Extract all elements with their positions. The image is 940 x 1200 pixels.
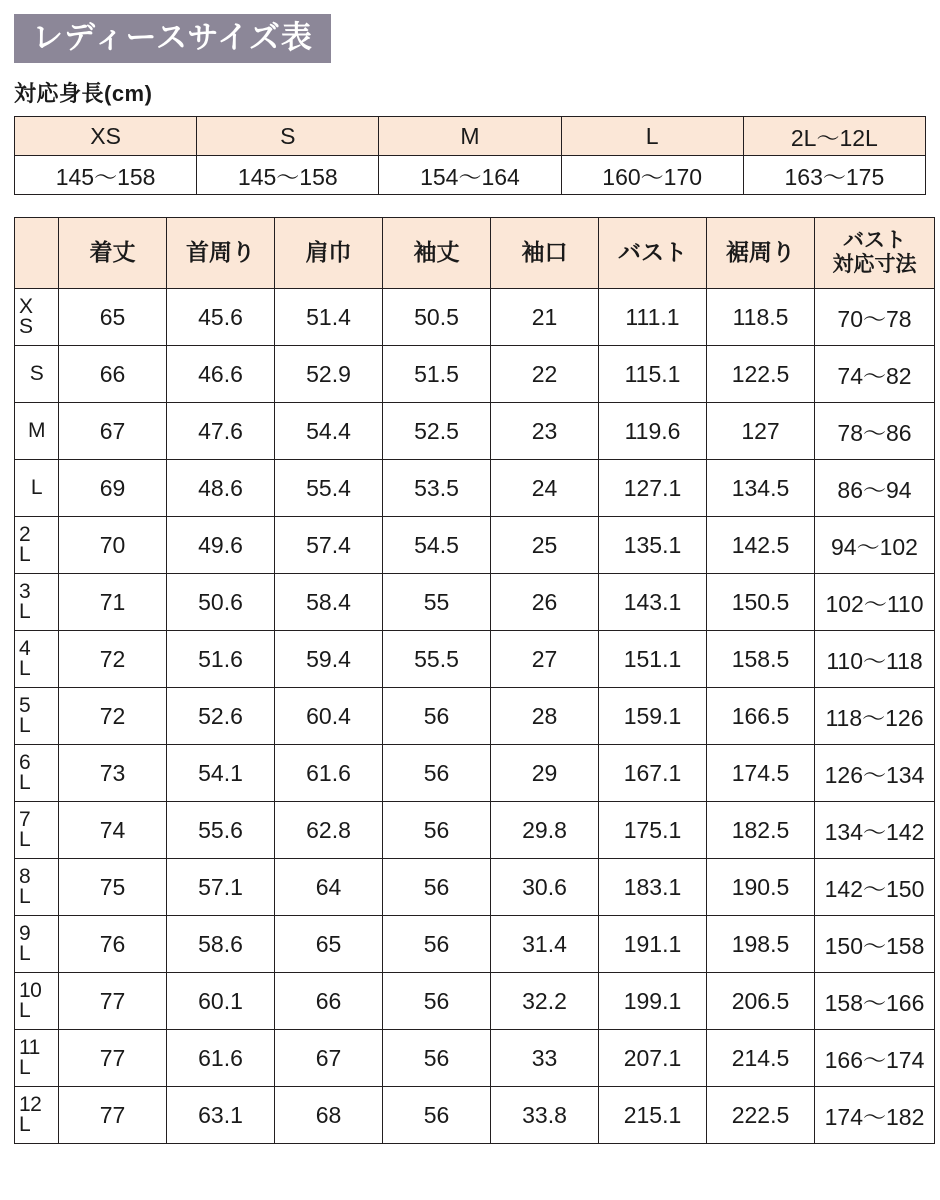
- table-row: [15, 973, 935, 1030]
- row-size-label: [15, 916, 59, 973]
- cell: 77: [59, 1030, 167, 1087]
- row-size-label-line1: 6: [19, 750, 31, 774]
- table-row: [15, 916, 935, 973]
- height-value-cell: 163～175: [743, 156, 925, 195]
- cell: 33.8: [491, 1087, 599, 1144]
- height-value-cell: 154～164: [379, 156, 561, 195]
- row-size-label: [15, 688, 59, 745]
- cell: 29: [491, 745, 599, 802]
- table-row: [15, 1030, 935, 1087]
- cell: 26: [491, 574, 599, 631]
- measurement-header-cell: バスト: [599, 218, 707, 289]
- cell: 48.6: [167, 460, 275, 517]
- cell: 60.4: [275, 688, 383, 745]
- cell: 70: [59, 517, 167, 574]
- cell: 58.6: [167, 916, 275, 973]
- row-size-label-line2: L: [19, 999, 31, 1022]
- row-size-label-line1: 7: [19, 807, 31, 831]
- cell: 28: [491, 688, 599, 745]
- measurement-header-cell: 着丈: [59, 218, 167, 289]
- row-size-label-line2: L: [19, 885, 31, 908]
- cell: 77: [59, 1087, 167, 1144]
- cell: 22: [491, 346, 599, 403]
- cell: 31.4: [491, 916, 599, 973]
- cell: 56: [383, 1030, 491, 1087]
- cell: 46.6: [167, 346, 275, 403]
- cell: 67: [275, 1030, 383, 1087]
- cell: 50.5: [383, 289, 491, 346]
- cell: 150～158: [815, 916, 935, 973]
- row-size-label-line2: S: [19, 315, 33, 338]
- row-size-label-line1: 4: [19, 636, 31, 660]
- cell: 167.1: [599, 745, 707, 802]
- table-row: [15, 574, 935, 631]
- row-size-label-line1: 10: [19, 978, 42, 1002]
- table-row: [15, 859, 935, 916]
- row-size-label: [15, 1030, 59, 1087]
- height-header-cell: 2L～12L: [743, 117, 925, 156]
- measurement-header-cell-bust-range: [815, 218, 935, 289]
- cell: 151.1: [599, 631, 707, 688]
- row-size-label-line2: L: [19, 1113, 31, 1136]
- cell: 127.1: [599, 460, 707, 517]
- cell: 150.5: [707, 574, 815, 631]
- row-size-label-line2: L: [19, 771, 31, 794]
- cell: 58.4: [275, 574, 383, 631]
- cell: 158～166: [815, 973, 935, 1030]
- cell: 183.1: [599, 859, 707, 916]
- cell: 47.6: [167, 403, 275, 460]
- row-size-label: [15, 574, 59, 631]
- measurement-table: [14, 217, 935, 1144]
- header-line-2: 対応寸法: [832, 253, 917, 276]
- cell: 55: [383, 574, 491, 631]
- row-size-label-line1: 11: [19, 1035, 40, 1059]
- cell: 72: [59, 688, 167, 745]
- cell: 86～94: [815, 460, 935, 517]
- cell: 55.6: [167, 802, 275, 859]
- cell: 182.5: [707, 802, 815, 859]
- cell: 215.1: [599, 1087, 707, 1144]
- cell: 142～150: [815, 859, 935, 916]
- cell: 77: [59, 973, 167, 1030]
- height-header-cell: XS: [15, 117, 197, 156]
- table-row: [15, 460, 935, 517]
- height-section-heading: 対応身長(cm): [14, 81, 153, 106]
- cell: 73: [59, 745, 167, 802]
- cell: 27: [491, 631, 599, 688]
- cell: 54.1: [167, 745, 275, 802]
- cell: 127: [707, 403, 815, 460]
- cell: 174.5: [707, 745, 815, 802]
- row-size-label: [15, 289, 59, 346]
- cell: 111.1: [599, 289, 707, 346]
- cell: 166.5: [707, 688, 815, 745]
- cell: 191.1: [599, 916, 707, 973]
- cell: 57.4: [275, 517, 383, 574]
- measurement-corner-cell: [15, 218, 59, 289]
- height-value-cell: 160～170: [561, 156, 743, 195]
- row-size-label: M: [15, 403, 59, 460]
- row-size-label: [15, 802, 59, 859]
- cell: 66: [59, 346, 167, 403]
- row-size-label: [15, 745, 59, 802]
- cell: 61.6: [275, 745, 383, 802]
- cell: 158.5: [707, 631, 815, 688]
- cell: 199.1: [599, 973, 707, 1030]
- cell: 52.6: [167, 688, 275, 745]
- cell: 23: [491, 403, 599, 460]
- row-size-label-line2: L: [19, 543, 31, 566]
- cell: 52.9: [275, 346, 383, 403]
- cell: 214.5: [707, 1030, 815, 1087]
- row-size-label-line2: L: [19, 714, 31, 737]
- cell: 67: [59, 403, 167, 460]
- cell: 64: [275, 859, 383, 916]
- cell: 54.4: [275, 403, 383, 460]
- cell: 29.8: [491, 802, 599, 859]
- cell: 55.4: [275, 460, 383, 517]
- cell: 166～174: [815, 1030, 935, 1087]
- cell: 110～118: [815, 631, 935, 688]
- row-size-label: [15, 631, 59, 688]
- row-size-label-line1: 8: [19, 864, 31, 888]
- cell: 21: [491, 289, 599, 346]
- cell: 66: [275, 973, 383, 1030]
- row-size-label-line2: L: [19, 1056, 31, 1079]
- cell: 102～110: [815, 574, 935, 631]
- height-value-cell: 145～158: [197, 156, 379, 195]
- cell: 25: [491, 517, 599, 574]
- row-size-label-line2: L: [19, 828, 31, 851]
- row-size-label-line2: L: [19, 600, 31, 623]
- measurement-header-cell: 袖口: [491, 218, 599, 289]
- row-size-label-line1: 5: [19, 693, 31, 717]
- cell: 122.5: [707, 346, 815, 403]
- measurement-header-cell: 裾周り: [707, 218, 815, 289]
- height-header-cell: L: [561, 117, 743, 156]
- cell: 222.5: [707, 1087, 815, 1144]
- table-row: [15, 688, 935, 745]
- page-title: レディースサイズ表: [14, 14, 331, 63]
- cell: 69: [59, 460, 167, 517]
- cell: 78～86: [815, 403, 935, 460]
- cell: 174～182: [815, 1087, 935, 1144]
- cell: 57.1: [167, 859, 275, 916]
- cell: 72: [59, 631, 167, 688]
- cell: 62.8: [275, 802, 383, 859]
- cell: 33: [491, 1030, 599, 1087]
- height-header-cell: S: [197, 117, 379, 156]
- table-row: [15, 745, 935, 802]
- table-row: [15, 289, 935, 346]
- cell: 74: [59, 802, 167, 859]
- row-size-label-line1: X: [19, 294, 33, 318]
- row-size-label-line2: L: [19, 942, 31, 965]
- row-size-label-line1: 9: [19, 921, 31, 945]
- table-row: [15, 517, 935, 574]
- height-header-cell: M: [379, 117, 561, 156]
- table-row: [15, 403, 935, 460]
- row-size-label: [15, 1087, 59, 1144]
- cell: 56: [383, 916, 491, 973]
- row-size-label-line1: 3: [19, 579, 31, 603]
- cell: 207.1: [599, 1030, 707, 1087]
- cell: 68: [275, 1087, 383, 1144]
- cell: 65: [59, 289, 167, 346]
- height-table-value-row: [15, 156, 926, 195]
- cell: 61.6: [167, 1030, 275, 1087]
- cell: 126～134: [815, 745, 935, 802]
- cell: 45.6: [167, 289, 275, 346]
- row-size-label: L: [15, 460, 59, 517]
- header-line-1: バスト: [843, 229, 906, 253]
- cell: 175.1: [599, 802, 707, 859]
- cell: 56: [383, 688, 491, 745]
- cell: 52.5: [383, 403, 491, 460]
- cell: 32.2: [491, 973, 599, 1030]
- row-size-label: [15, 973, 59, 1030]
- row-size-label: S: [15, 346, 59, 403]
- cell: 55.5: [383, 631, 491, 688]
- row-size-label: [15, 859, 59, 916]
- measurement-header-row: [15, 218, 935, 289]
- measurement-section: [14, 217, 926, 1144]
- cell: 134～142: [815, 802, 935, 859]
- row-size-label-line1: 2: [19, 522, 31, 546]
- height-value-cell: 145～158: [15, 156, 197, 195]
- cell: 143.1: [599, 574, 707, 631]
- cell: 76: [59, 916, 167, 973]
- table-row: [15, 1087, 935, 1144]
- table-row: [15, 631, 935, 688]
- measurement-header-cell: 袖丈: [383, 218, 491, 289]
- cell: 54.5: [383, 517, 491, 574]
- row-size-label-line2: L: [19, 657, 31, 680]
- cell: 65: [275, 916, 383, 973]
- cell: 63.1: [167, 1087, 275, 1144]
- cell: 190.5: [707, 859, 815, 916]
- cell: 135.1: [599, 517, 707, 574]
- measurement-header-cell: 肩巾: [275, 218, 383, 289]
- cell: 119.6: [599, 403, 707, 460]
- table-row: [15, 802, 935, 859]
- cell: 198.5: [707, 916, 815, 973]
- cell: 118.5: [707, 289, 815, 346]
- cell: 59.4: [275, 631, 383, 688]
- table-row: [15, 346, 935, 403]
- cell: 51.4: [275, 289, 383, 346]
- cell: 60.1: [167, 973, 275, 1030]
- cell: 71: [59, 574, 167, 631]
- measurement-body: [15, 289, 935, 1144]
- cell: 118～126: [815, 688, 935, 745]
- row-size-label-line1: 12: [19, 1092, 42, 1116]
- cell: 50.6: [167, 574, 275, 631]
- cell: 142.5: [707, 517, 815, 574]
- cell: 51.6: [167, 631, 275, 688]
- cell: 53.5: [383, 460, 491, 517]
- cell: 56: [383, 745, 491, 802]
- height-table-header-row: [15, 117, 926, 156]
- cell: 159.1: [599, 688, 707, 745]
- cell: 51.5: [383, 346, 491, 403]
- cell: 30.6: [491, 859, 599, 916]
- cell: 56: [383, 1087, 491, 1144]
- cell: 56: [383, 859, 491, 916]
- cell: 24: [491, 460, 599, 517]
- cell: 74～82: [815, 346, 935, 403]
- cell: 134.5: [707, 460, 815, 517]
- cell: 70～78: [815, 289, 935, 346]
- cell: 56: [383, 973, 491, 1030]
- cell: 94～102: [815, 517, 935, 574]
- cell: 206.5: [707, 973, 815, 1030]
- cell: 49.6: [167, 517, 275, 574]
- measurement-header-cell: 首周り: [167, 218, 275, 289]
- cell: 115.1: [599, 346, 707, 403]
- cell: 75: [59, 859, 167, 916]
- height-table: [14, 116, 926, 195]
- cell: 56: [383, 802, 491, 859]
- row-size-label: [15, 517, 59, 574]
